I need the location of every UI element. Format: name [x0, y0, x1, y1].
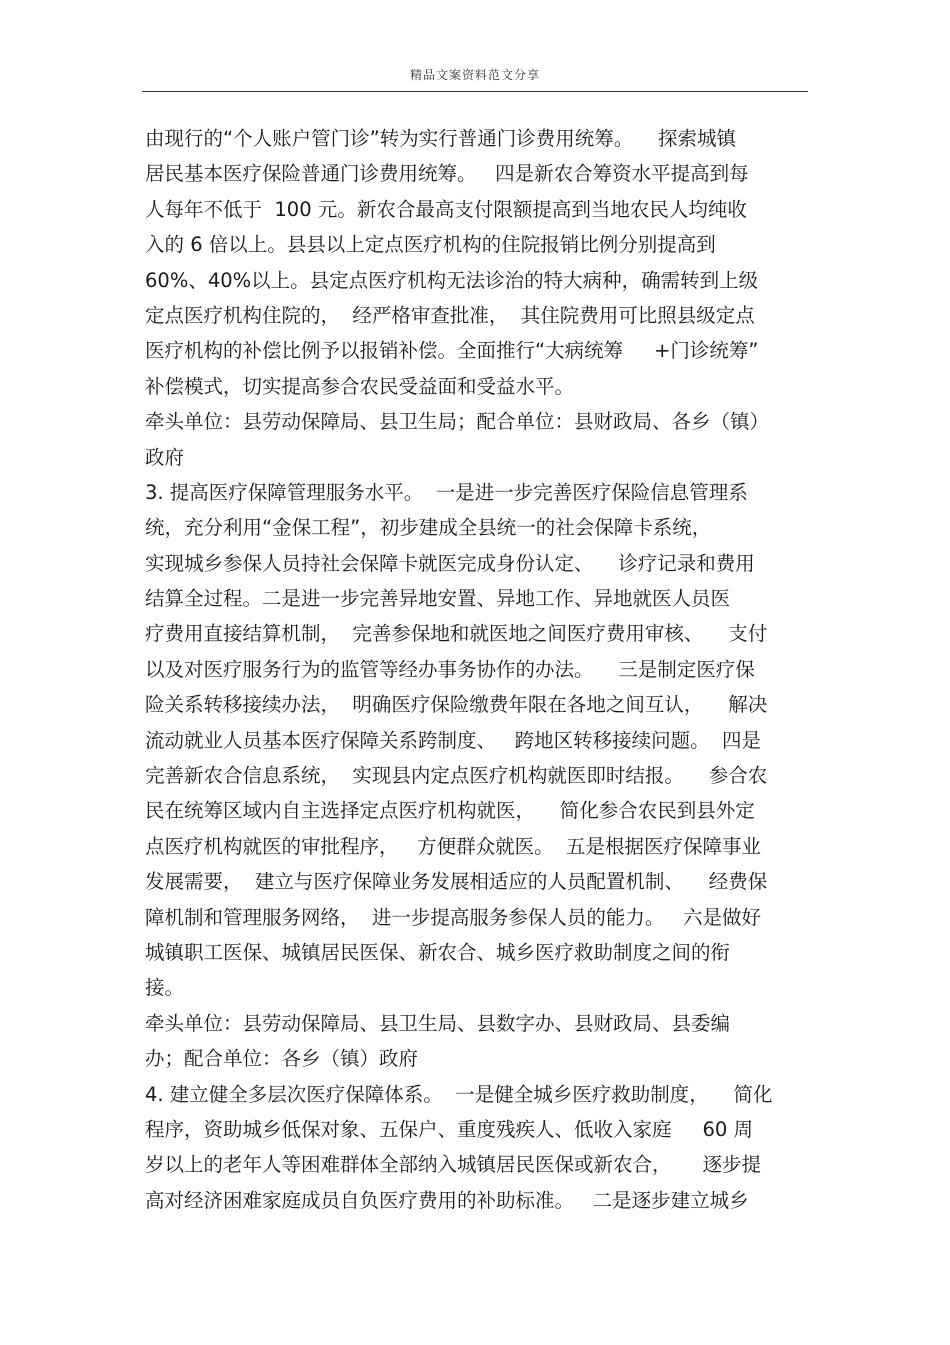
- text-line: 由现行的“个人账户管门诊”转为实行普通门诊费用统筹。 探索城镇: [145, 127, 736, 150]
- lead-unit-line: 政府: [145, 445, 185, 469]
- text-line: 城镇职工医保、城镇居民医保、新农合、城乡医疗救助制度之间的衔: [145, 940, 731, 964]
- lead-unit-line: 牵头单位：县劳动保障局、县卫生局；配合单位：县财政局、各乡（镇）: [145, 410, 770, 434]
- text-line: 疗费用直接结算机制， 完善参保地和就医地之间医疗费用审核、 支付: [145, 622, 768, 646]
- text-line: 障机制和管理服务网络， 进一步提高服务参保人员的能力。 六是做好: [145, 905, 761, 929]
- text-line: 居民基本医疗保险普通门诊费用统筹。 四是新农合筹资水平提高到每: [145, 162, 749, 186]
- text-line: 定点医疗机构住院的， 经严格审查批准， 其住院费用可比照县级定点: [145, 303, 755, 327]
- page-header: 精品文案资料范文分享: [409, 68, 540, 82]
- text-line: 人每年不低于 100 元。新农合最高支付限额提高到当地农民人均纯收: [145, 197, 747, 221]
- text-line: 统，充分利用“金保工程”，初步建成全县统一的社会保障卡系统，: [145, 516, 712, 540]
- text-line: 完善新农合信息系统， 实现县内定点医疗机构就医即时结报。 参合农: [145, 764, 768, 788]
- text-line: 民在统筹区域内自主选择定点医疗机构就医， 简化参合农民到县外定: [145, 799, 755, 823]
- text-line: 点医疗机构就医的审批程序， 方便群众就医。 五是根据医疗保障事业: [145, 834, 761, 858]
- lead-unit-line: 牵头单位：县劳动保障局、县卫生局、县数字办、县财政局、县委编: [145, 1011, 731, 1035]
- text-line: 岁以上的老年人等困难群体全部纳入城镇居民医保或新农合， 逐步提: [145, 1153, 761, 1177]
- text-line: 以及对医疗服务行为的监管等经办事务协作的办法。 三是制定医疗保: [145, 657, 755, 681]
- text-line: 高对经济困难家庭成员自负医疗费用的补助标准。 二是逐步建立城乡: [145, 1188, 749, 1212]
- text-line: 补偿模式，切实提高参合农民受益面和受益水平。: [145, 374, 575, 398]
- text-line: 险关系转移接续办法， 明确医疗保险缴费年限在各地之间互认， 解决: [145, 693, 768, 717]
- document-body: [145, 121, 817, 1218]
- text-line: 发展需要， 建立与医疗保障业务发展相适应的人员配置机制、 经费保: [145, 870, 768, 894]
- text-line: 程序，资助城乡低保对象、五保户、重度残疾人、低收入家庭 60 周: [145, 1117, 754, 1141]
- text-line: 流动就业人员基本医疗保障关系跨制度、 跨地区转移接续问题。 四是: [145, 728, 761, 752]
- text-line: 结算全过程。二是进一步完善异地安置、异地工作、异地就医人员医: [145, 587, 731, 611]
- lead-unit-line: 办；配合单位：各乡（镇）政府: [145, 1047, 419, 1071]
- section-heading-line: 3. 提高医疗保障管理服务水平。 一是进一步完善医疗保险信息管理系: [145, 480, 748, 504]
- text-line: 入的 6 倍以上。县县以上定点医疗机构的住院报销比例分别提高到: [145, 233, 716, 257]
- text-line: 60%、40%以上。县定点医疗机构无法诊治的特大病种，确需转到上级: [145, 268, 759, 292]
- header-divider: [142, 91, 808, 92]
- text-line: 实现城乡参保人员持社会保障卡就医完成身份认定、 诊疗记录和费用: [145, 551, 755, 575]
- text-line: 接。: [145, 976, 185, 1000]
- section-heading-line: 4. 建立健全多层次医疗保障体系。 一是健全城乡医疗救助制度， 简化: [145, 1082, 773, 1106]
- text-line: 医疗机构的补偿比例予以报销补偿。全面推行“大病统筹 +门诊统筹”: [145, 339, 759, 363]
